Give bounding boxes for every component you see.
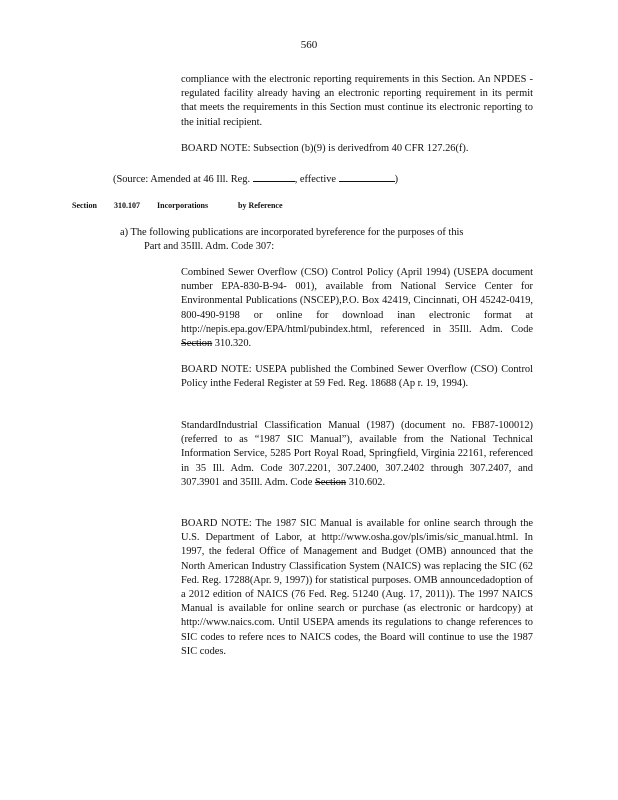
cso-policy-struck: Section <box>181 338 213 350</box>
source-suffix: ) <box>394 174 399 185</box>
item-a-line-1: a) The following publications are incorporated byreference for the purposes of this <box>120 227 464 238</box>
section-word: Section <box>72 201 97 210</box>
board-note-cso-text: BOARD NOTE: USEPA published the Combined Sewer Overflow (CSO) Control Policy inthe Federal Register at 59 Fed. Reg. 18688 (Ap r. 19, 1994). <box>181 364 533 390</box>
paragraph-compliance-text: compliance with the electronic reporting requirements in this Section. An NPDES -regulated facility already having an electronic reporting requirement in its permit that meets the requirements in this Section must continue its electronic reporting to the initial recipient. <box>181 74 533 128</box>
cso-policy-text: Combined Sewer Overflow (CSO) Control Policy (April 1994) (USEPA document number EPA-830-B-94- 001), available from National Service Center for Environmental Publications (NSCEP),P.O. Box 42419, Cincinnati, OH 45242-0419, 800-490-9198 or online for download inan electronic format at http://nepis.epa.gov/EPA/html/pubindex.html, referenced in 35Ill. Adm. Code <box>181 267 533 335</box>
board-note-subsection <box>181 142 533 156</box>
board-note-sic-text: BOARD NOTE: The 1987 SIC Manual is available for online search through the U.S. Department of Labor, at http://www.osha.gov/pls/imis/sic_manual.html. In 1997, the federal Office of Management and Budget (OMB) announced that the North American Industry Classification System (NAICS) was replacing the SIC (62 Fed. Reg. 17288(Apr. 9, 1997)) for statistical purposes. OMB announcedadoption of a 2012 edition of NAICS (76 Fed. Reg. 51240 (Aug. 17, 2011)). The 1997 NAICS Manual is available for online search or purchase (as electronic or hardcopy) at http://www.naics.com. Until USEPA amends its regulations to change references to SIC codes to refere nces to NAICS codes, the Board will continue to use the 1987 SIC codes. <box>181 518 533 657</box>
section-number: 310.107 <box>114 201 140 210</box>
source-note <box>113 171 543 187</box>
source-middle: , effective <box>294 174 337 185</box>
source-effective-blank <box>339 171 395 182</box>
sic-manual-entry <box>181 419 533 490</box>
board-note-subsection-text: BOARD NOTE: Subsection (b)(9) is derivedfrom 40 CFR 127.26(f). <box>181 143 469 154</box>
source-reg-blank <box>253 171 295 182</box>
cso-policy-tail: 310.320. <box>214 338 252 350</box>
section-title: Incorporations <box>157 201 209 210</box>
cso-policy-paragraph <box>181 266 533 351</box>
item-a-line-2: Part and 35Ill. Adm. Code 307: <box>144 241 275 253</box>
sic-manual-text: StandardIndustrial Classification Manual (1987) (document no. FB87-100012) (referred to as “1987 SIC Manual”), available from the National Technical Information Service, 5285 Port Royal Road, Springfield, Virginia 22161, referenced in 35 Ill. Adm. Code 307.2201, 307.2400, 307.2402 through 307.2407, and 307.3901 and 35Ill. Adm. Code <box>181 420 533 488</box>
paragraph-compliance <box>181 73 533 130</box>
item-a <box>120 226 507 254</box>
board-note-cso <box>181 363 533 391</box>
cso-policy-entry <box>181 266 533 351</box>
sic-manual-paragraph <box>181 419 533 490</box>
source-note-line <box>113 171 543 187</box>
section-title-rest: by Reference <box>238 201 283 210</box>
sic-manual-tail: 310.602. <box>348 476 386 488</box>
sic-manual-struck: Section <box>314 476 347 488</box>
board-note-sic <box>181 517 533 659</box>
source-prefix: (Source: Amended at 46 Ill. Reg. <box>113 174 251 185</box>
page-number: 560 <box>300 39 318 51</box>
